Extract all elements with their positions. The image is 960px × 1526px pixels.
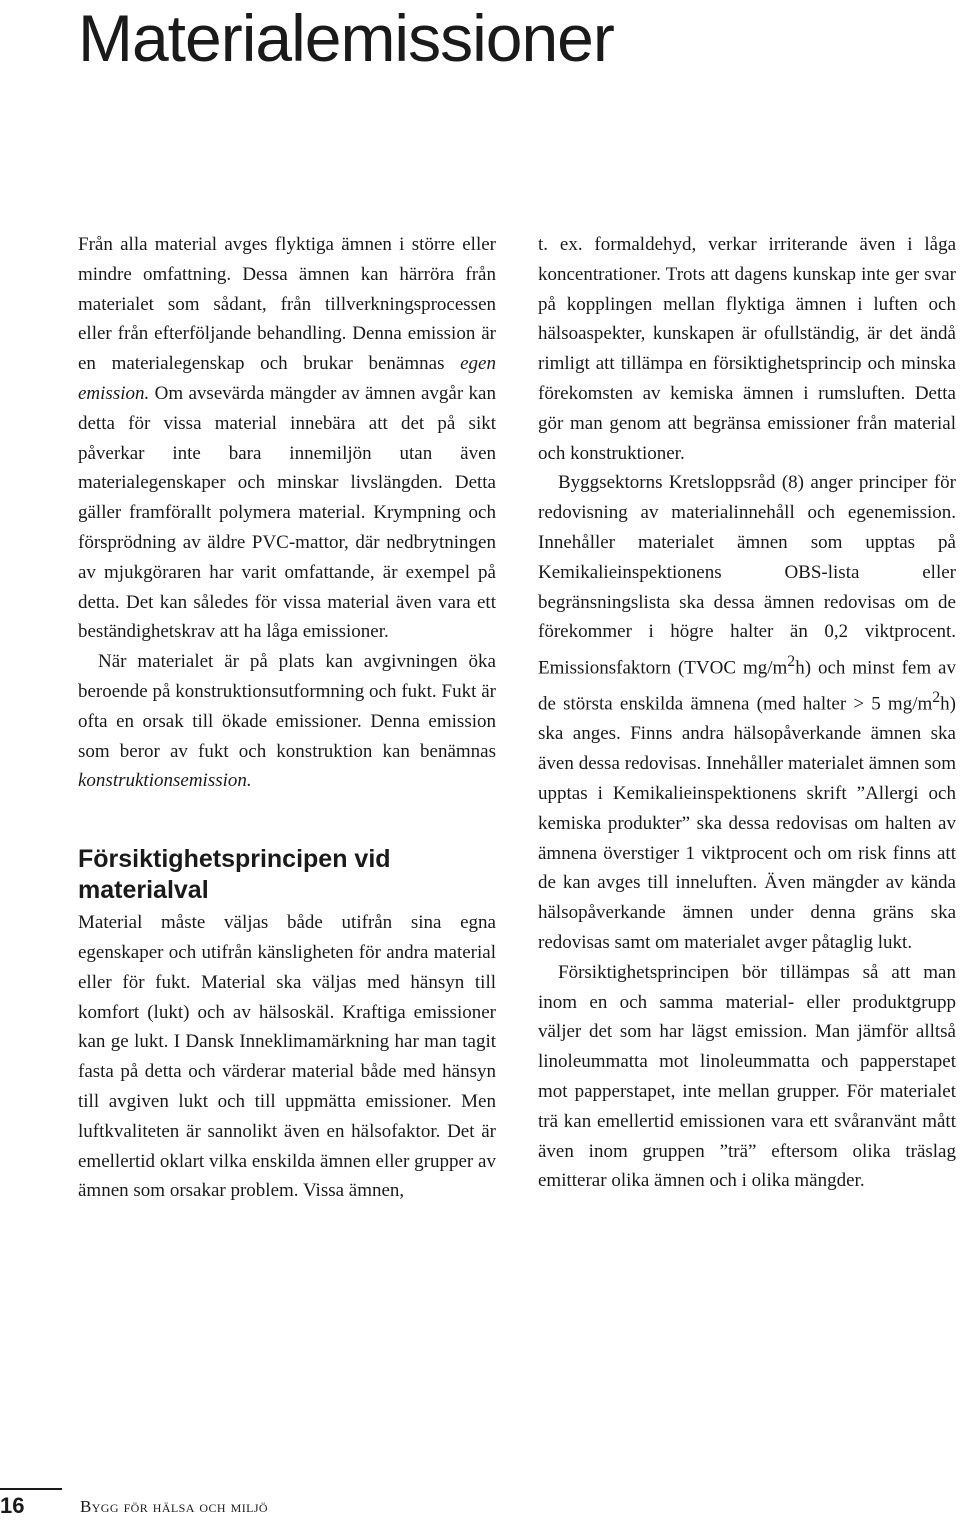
footer-rule <box>0 1488 62 1490</box>
text-run: Om avsevärda mängder av ämnen avgår kan detta för vissa material innebära att det på sikt påverkar inte bara innemiljön utan även materialegenskaper och minskar livslängden. Detta gäller framförallt polymera material. Krympning och försprödning av äldre PVC-mattor, där nedbrytningen av mjukgöraren har varit omfattande, är exempel på detta. Det kan således för vissa material även vara ett beständighetskrav att ha låga emissioner. <box>78 382 496 643</box>
paragraph-konstruktionsemission <box>78 647 496 796</box>
paragraph-kretsloppsrad <box>538 468 956 957</box>
section-heading: Försiktighetsprincipen vid materialval <box>78 845 391 905</box>
text-run: Byggsektorns Kretsloppsråd (8) anger principer för redovisning av materialinnehåll och egenemission. Innehåller materialet ämnen som upptas på Kemikalieinspektionens OBS-lista eller begränsningslista ska dessa ämnen redovisas om de förekommer i högre halter än 0,2 viktprocent. Emissionsfaktorn (TVOC mg/m <box>538 472 956 679</box>
text-run: När materialet är på plats kan avgivningen öka beroende på konstruktionsutformning och fukt. Fukt är ofta en orsak till ökade emissioner. Denna emission som beror av fukt och konstruktion kan benämnas <box>78 651 496 762</box>
superscript: 2 <box>787 653 796 671</box>
term-egen-emission: egen emission. <box>78 353 496 404</box>
running-title: Bygg för hälsa och miljö <box>80 1497 268 1516</box>
right-column <box>538 230 956 1196</box>
page-title: Materialemissioner <box>78 1 614 75</box>
text-run: h) ska anges. Finns andra hälsopåverkande ämnen ska även dessa redovisas. Innehåller materialet ämnen som upptas i Kemikalieinspektionens skrift ”Allergi och kemiska produkter” ska dessa redovisas om halten av ämnena överstiger 1 viktprocent och om risk finns att de kan avges till inneluften. Även mängder av kända hälsopåverkande ämnen under denna gräns ska redovisas samt om materialet avger påtaglig lukt. <box>538 693 956 953</box>
superscript: 2 <box>932 689 941 707</box>
text-run: h) och minst fem av de största enskilda ämnena (med halter > 5 mg/m <box>538 657 956 715</box>
paragraph-material-emission <box>78 230 496 647</box>
page-number: 16 <box>0 1493 25 1518</box>
left-column <box>78 230 496 1206</box>
paragraph-materialval: Material måste väljas både utifrån sina egna egenskaper och utifrån känsligheten för andra material eller för fukt. Material ska väljas med hänsyn till komfort (lukt) och av hälsoskäl. Kraftiga emissioner kan ge lukt. I Dansk Inneklimamärkning har man tagit fasta på detta och värderar material både med hänsyn till avgiven lukt och till uppmätta emissioner. Men luftkvaliteten är sannolikt även en hälsofaktor. Det är emellertid oklart vilka enskilda ämnen eller grupper av ämnen som orsakar problem. Vissa ämnen, <box>78 912 496 1202</box>
term-konstruktionsemission: konstruktionsemission. <box>78 770 252 792</box>
paragraph-continuation: t. ex. formaldehyd, verkar irriterande även i låga koncentrationer. Trots att dagens kunskap inte ger svar på kopplingen mellan flyktiga ämnen i luften och hälsoaspekter, kunskapen är ofullständig, är det ändå rimligt att tillämpa en försiktighetsprincip och minska förekomsten av kemiska ämnen i rumsluften. Detta gör man genom att begränsa emissioner från material och konstruktioner. <box>538 234 956 464</box>
text-run: Från alla material avges flyktiga ämnen i större eller mindre omfattning. Dessa ämnen kan härröra från materialet som sådant, från tillverkningsprocessen eller från efterföljande behandling. Denna emission är en materialegenskap och brukar benämnas <box>78 234 496 375</box>
paragraph-forsiktighetsprincip: Försiktighetsprincipen bör tillämpas så att man inom en och samma material- eller produktgrupp väljer det som har lägst emission. Man jämför alltså linoleummatta mot linoleummatta och papperstapet mot papperstapet, inte mellan grupper. För materialet trä kan emellertid emissionen vara ett svåranvänt mått även inom gruppen ”trä” eftersom olika träslag emitterar olika ämnen och i olika mängder. <box>538 961 956 1192</box>
